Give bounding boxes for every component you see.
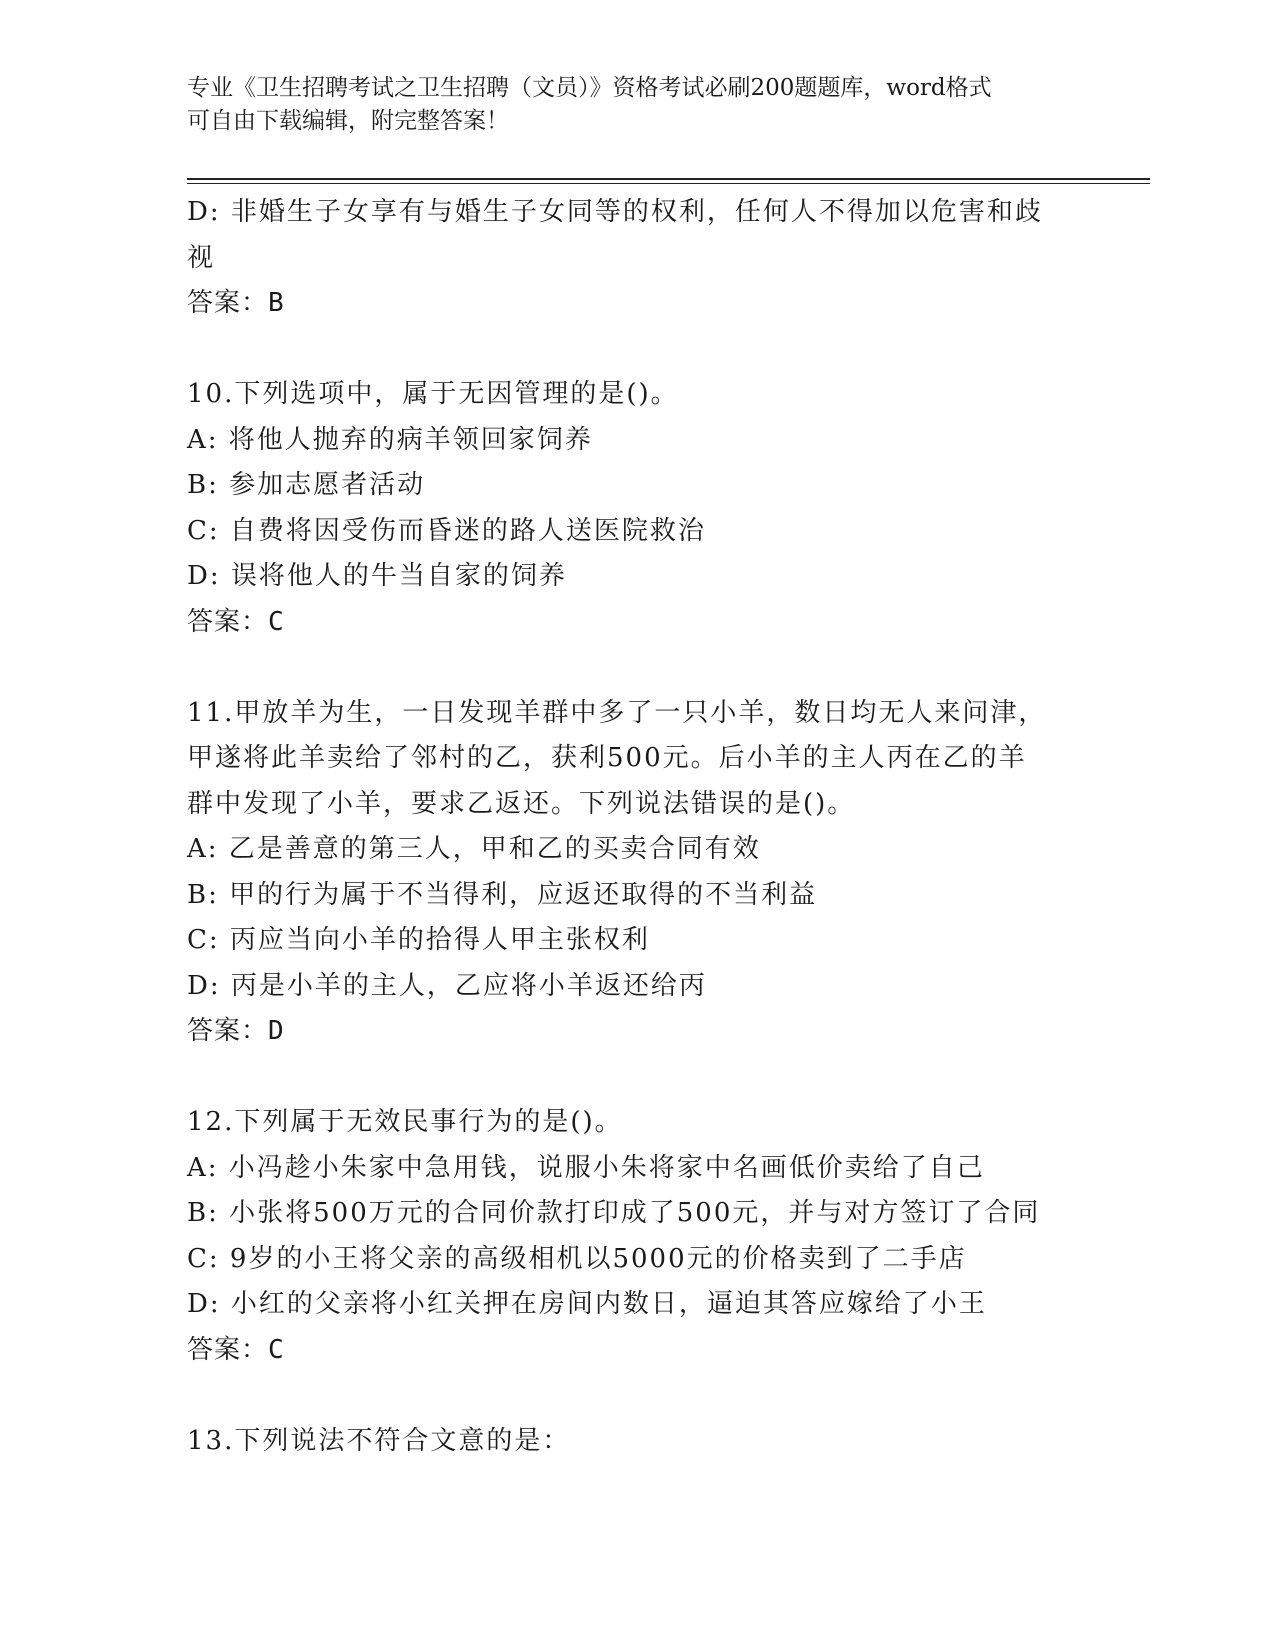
option-d-continued: 视 bbox=[187, 242, 216, 273]
answer-line: 答案：C bbox=[187, 1334, 285, 1365]
option-c: C: 自费将因受伤而昏迷的路人送医院救治 bbox=[187, 515, 706, 546]
option-d: D: 丙是小羊的主人，乙应将小羊返还给丙 bbox=[187, 970, 707, 1001]
answer-line: 答案：B bbox=[187, 288, 285, 318]
option-d: D: 小红的父亲将小红关押在房间内数日，逼迫其答应嫁给了小王 bbox=[187, 1289, 987, 1319]
question-block-10 bbox=[187, 372, 1087, 645]
question-stem: 13.下列说法不符合文意的是： bbox=[187, 1425, 571, 1456]
option-c: C: 9岁的小王将父亲的高级相机以5000元的价格卖到了二手店 bbox=[187, 1243, 967, 1274]
document-header bbox=[187, 72, 1087, 138]
option-a: A: 将他人抛弃的病羊领回家饲养 bbox=[187, 424, 593, 455]
header-line-2: 可自由下载编辑，附完整答案！ bbox=[187, 108, 509, 134]
question-stem-line-1: 11.甲放羊为生，一日发现羊群中多了一只小羊，数日均无人来问津， bbox=[187, 697, 1047, 728]
answer-line: 答案：D bbox=[187, 1016, 285, 1046]
question-block-12 bbox=[187, 1100, 1087, 1373]
option-d: D: 非婚生子女享有与婚生子女同等的权利，任何人不得加以危害和歧 bbox=[187, 197, 1043, 227]
header-divider-thin bbox=[187, 183, 1150, 184]
option-d: D: 误将他人的牛当自家的饲养 bbox=[187, 561, 567, 591]
option-b: B: 甲的行为属于不当得利，应返还取得的不当利益 bbox=[187, 879, 818, 910]
document-body bbox=[187, 190, 1087, 1464]
header-divider-thick bbox=[187, 178, 1150, 180]
question-stem-line-3: 群中发现了小羊，要求乙返还。下列说法错误的是()。 bbox=[187, 788, 856, 819]
option-b: B: 参加志愿者活动 bbox=[187, 470, 426, 500]
question-block-prev bbox=[187, 190, 1087, 327]
option-c: C: 丙应当向小羊的拾得人甲主张权利 bbox=[187, 925, 650, 955]
question-stem: 12.下列属于无效民事行为的是()。 bbox=[187, 1107, 623, 1137]
question-block-13 bbox=[187, 1419, 1087, 1465]
question-stem-line-2: 甲遂将此羊卖给了邻村的乙，获利500元。后小羊的主人丙在乙的羊 bbox=[187, 743, 1027, 773]
question-stem: 10.下列选项中，属于无因管理的是()。 bbox=[187, 379, 679, 409]
header-line-1: 专业《卫生招聘考试之卫生招聘（文员）》资格考试必刷200题题库，word格式 bbox=[187, 75, 992, 101]
answer-line: 答案：C bbox=[187, 606, 285, 637]
option-a: A: 小冯趁小朱家中急用钱，说服小朱将家中名画低价卖给了自己 bbox=[187, 1152, 985, 1183]
option-b: B: 小张将500万元的合同价款打印成了500元，并与对方签订了合同 bbox=[187, 1198, 1041, 1228]
question-block-11 bbox=[187, 691, 1087, 1055]
option-a: A: 乙是善意的第三人，甲和乙的买卖合同有效 bbox=[187, 834, 761, 864]
